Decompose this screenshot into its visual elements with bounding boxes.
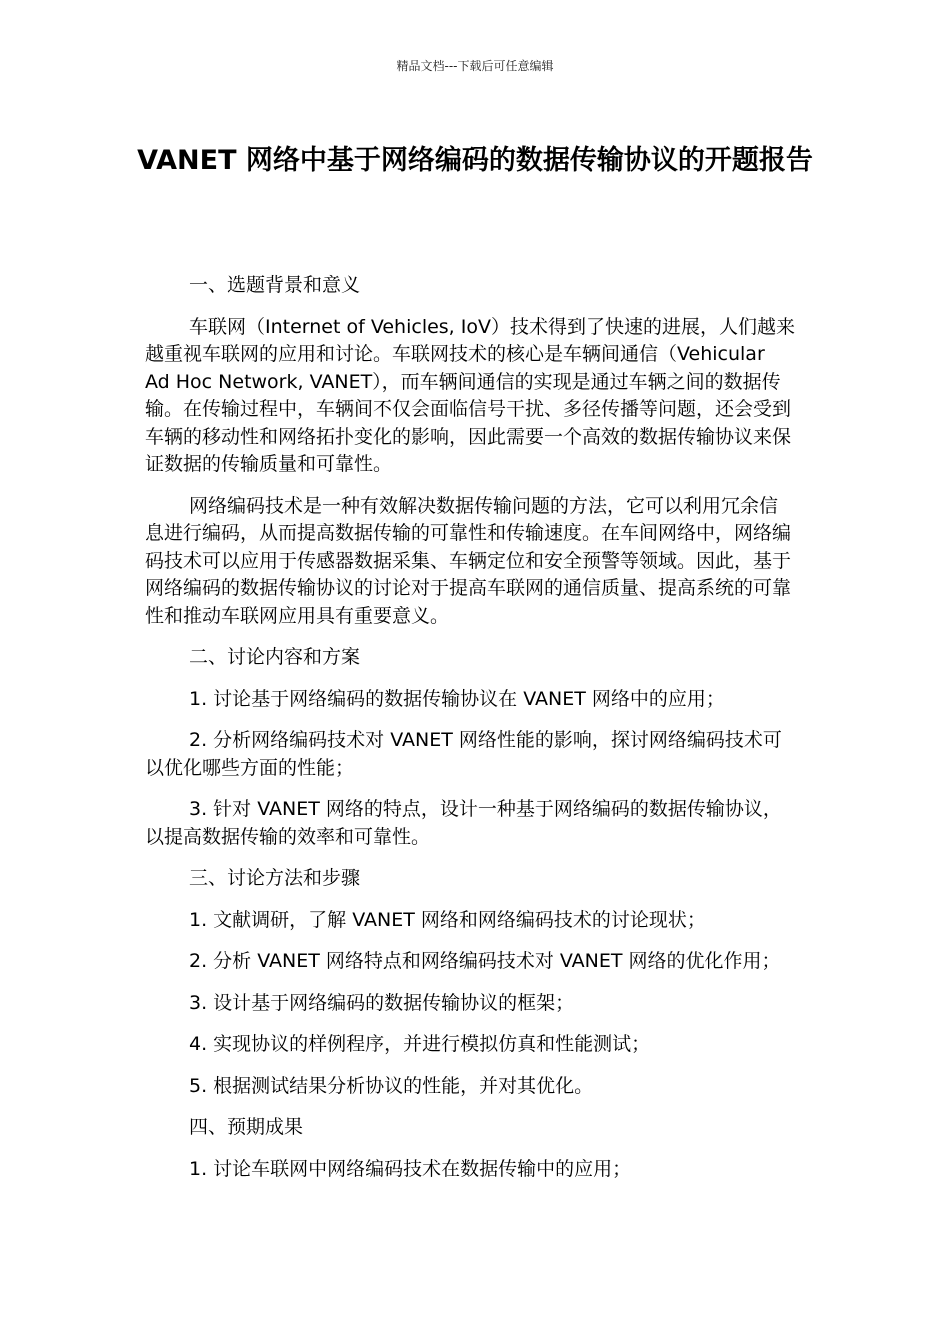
section-heading-outcomes: 四、预期成果 — [189, 1116, 304, 1138]
background-paragraph-1: 车联网（Internet of Vehicles, IoV）技术得到了快速的进展，人们越来越重视车联网的应用和讨论。车联网技术的核心是车辆间通信（Vehicular Ad Hoc Network, VANET），而车辆间通信的实现是通过车辆之间的数据传输。在传输过程中，车辆间不仅会面临信号干扰、多径传播等问题，还会受到车辆的移动性和网络拓扑变化的影响，因此需要一个高效的数据传输协议来保证数据的传输质量和可靠性。 — [145, 315, 795, 475]
background-paragraph-2: 网络编码技术是一种有效解决数据传输问题的方法，它可以利用冗余信息进行编码，从而提高数据传输的可靠性和传输速度。在车间网络中，网络编码技术可以应用于传感器数据采集、车辆定位和安全预警等领域。因此，基于网络编码的数据传输协议的讨论对于提高车联网的通信质量、提高系统的可靠性和推动车联网应用具有重要意义。 — [145, 494, 792, 627]
methods-item-4: 4. 实现协议的样例程序，并进行模拟仿真和性能测试； — [189, 1033, 651, 1055]
methods-item-5: 5. 根据测试结果分析协议的性能，并对其优化。 — [189, 1074, 594, 1097]
section-heading-content: 二、讨论内容和方案 — [189, 646, 361, 668]
section-heading-methods: 三、讨论方法和步骤 — [189, 867, 361, 889]
methods-item-1: 1. 文献调研，了解 VANET 网络和网络编码技术的讨论现状； — [189, 908, 706, 931]
methods-item-2: 2. 分析 VANET 网络特点和网络编码技术对 VANET 网络的优化作用； — [189, 950, 781, 972]
content-item-1: 1. 讨论基于网络编码的数据传输协议在 VANET 网络中的应用； — [189, 687, 725, 710]
outcomes-item-1: 1. 讨论车联网中网络编码技术在数据传输中的应用； — [189, 1157, 632, 1180]
section-heading-background: 一、选题背景和意义 — [189, 274, 361, 296]
content-item-2: 2. 分析网络编码技术对 VANET 网络性能的影响，探讨网络编码技术可以优化哪些方面的性能； — [145, 729, 782, 779]
content-item-3: 3. 针对 VANET 网络的特点，设计一种基于网络编码的数据传输协议，以提高数据传输的效率和可靠性。 — [145, 798, 782, 848]
document-body — [145, 272, 795, 1197]
header-note: 精品文档---下载后可任意编辑 — [396, 59, 554, 73]
methods-item-3: 3. 设计基于网络编码的数据传输协议的框架； — [189, 991, 575, 1014]
document-title: VANET 网络中基于网络编码的数据传输协议的开题报告 — [137, 145, 813, 176]
